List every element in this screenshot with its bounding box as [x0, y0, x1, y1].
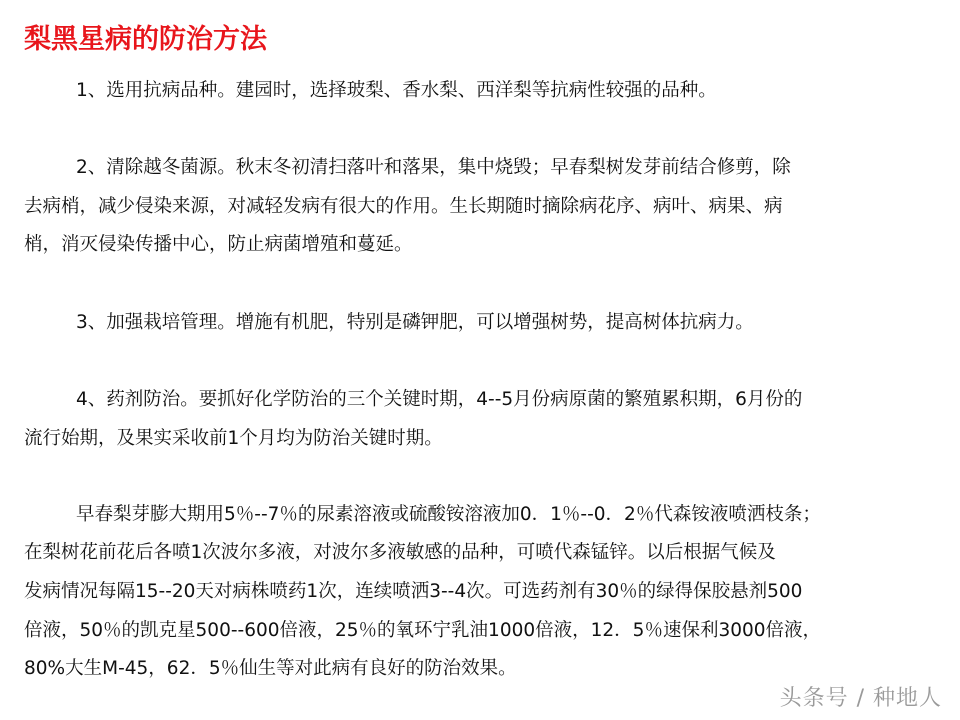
paragraph-4-line-2: 流行始期，及果实采收前1个月均为防治关键时期。 — [24, 428, 443, 449]
paragraph-4-line-1: 4、药剂防治。要抓好化学防治的三个关键时期，4--5月份病原菌的繁殖累积期，6月份的 — [76, 389, 803, 410]
paragraph-2-line-3: 梢，消灭侵染传播中心，防止病菌增殖和蔓延。 — [24, 234, 413, 255]
paragraph-5-line-1: 早春梨芽膨大期用5％--7％的尿素溶液或硫酸铵溶液加0．1％--0．2％代森铵液喷洒枝条； — [76, 504, 821, 525]
paragraph-3-line-1: 3、加强栽培管理。增施有机肥，特别是磷钾肥，可以增强树势，提高树体抗病力。 — [76, 312, 754, 333]
paragraph-5-line-5: 80%大生M-45，62．5％仙生等对此病有良好的防治效果。 — [24, 658, 517, 679]
watermark-source: 头条号 / 种地人 — [779, 686, 942, 711]
paragraph-2-line-2: 去病梢，减少侵染来源，对减轻发病有很大的作用。生长期随时摘除病花序、病叶、病果、病 — [24, 196, 783, 217]
paragraph-5-line-2: 在梨树花前花后各喷1次波尔多液，对波尔多液敏感的品种，可喷代森锰锌。以后根据气候及 — [24, 542, 776, 563]
paragraph-5-line-3: 发病情况每隔15--20天对病株喷药1次，连续喷洒3--4次。可选药剂有30％的绿得保胶悬剂500 — [24, 581, 803, 602]
paragraph-5-line-4: 倍液，50％的凯克星500--600倍液，25％的氧环宁乳油1000倍液，12．5％速保利3000倍液， — [24, 620, 822, 641]
paragraph-1-line-1: 1、选用抗病品种。建园时，选择玻梨、香水梨、西洋梨等抗病性较强的品种。 — [76, 80, 717, 101]
article-title: 梨黑星病的防治方法 — [24, 24, 267, 55]
paragraph-2-line-1: 2、清除越冬菌源。秋末冬初清扫落叶和落果，集中烧毁；早春梨树发芽前结合修剪，除 — [76, 157, 791, 178]
